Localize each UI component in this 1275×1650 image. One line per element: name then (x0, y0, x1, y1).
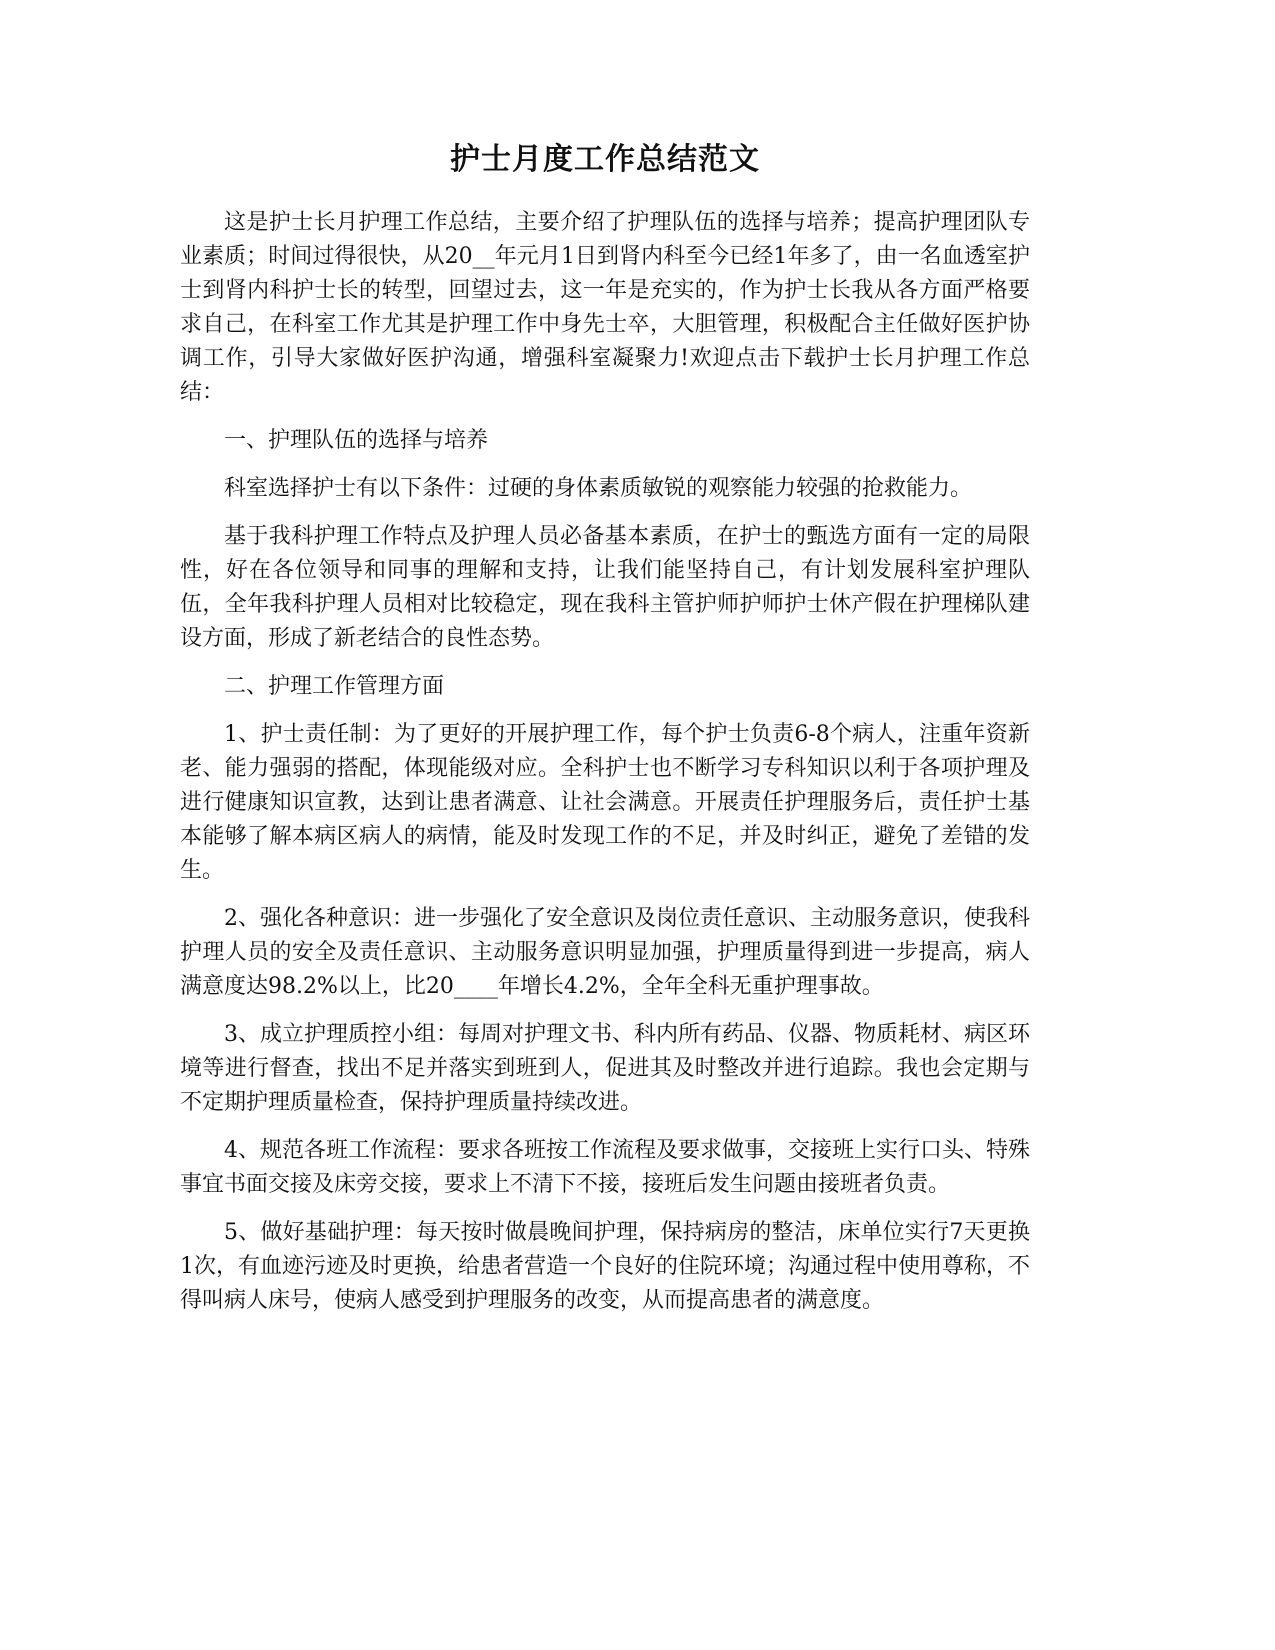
item-basic-care-paragraph: 5、做好基础护理：每天按时做晨晚间护理，保持病房的整洁，床单位实行7天更换1次，有血迹污迹及时更换，给患者营造一个良好的住院环境；沟通过程中使用尊称，不得叫病人床号，使病人感受到护理服务的改变，从而提高患者的满意度。 (180, 1220, 1030, 1313)
item-workflow-paragraph: 4、规范各班工作流程：要求各班按工作流程及要求做事，交接班上实行口头、特殊事宜书面交接及床旁交接，要求上不清下不接，接班后发生问题由接班者负责。 (180, 1138, 1030, 1197)
item-awareness-paragraph: 2、强化各种意识：进一步强化了安全意识及岗位责任意识、主动服务意识，使我科护理人员的安全及责任意识、主动服务意识明显加强，护理质量得到进一步提高，病人满意度达98.2%以上，比20____年增长4.2%，全年全科无重护理事故。 (180, 906, 1030, 999)
intro-paragraph: 这是护士长月护理工作总结，主要介绍了护理队伍的选择与培养；提高护理团队专业素质；时间过得很快，从20__年元月1日到肾内科至今已经1年多了，由一名血透室护士到肾内科护士长的转型，回望过去，这一年是充实的，作为护士长我从各方面严格要求自己，在科室工作尤其是护理工作中身先士卒，大胆管理，积极配合主任做好医护协调工作，引导大家做好医护沟通，增强科室凝聚力!欢迎点击下载护士长月护理工作总结： (180, 210, 1030, 405)
document-page (180, 140, 1030, 1332)
team-development-paragraph: 基于我科护理工作特点及护理人员必备基本素质，在护士的甄选方面有一定的局限性，好在各位领导和同事的理解和支持，让我们能坚持自己，有计划发展科室护理队伍，全年我科护理人员相对比较稳定，现在我科主管护师护师护士休产假在护理梯队建设方面，形成了新老结合的良性态势。 (180, 524, 1030, 651)
item-responsibility-paragraph: 1、护士责任制：为了更好的开展护理工作，每个护士负责6-8个病人，注重年资新老、能力强弱的搭配，体现能级对应。全科护士也不断学习专科知识以利于各项护理及进行健康知识宣教，达到让患者满意、让社会满意。开展责任护理服务后，责任护士基本能够了解本病区病人的病情，能及时发现工作的不足，并及时纠正，避免了差错的发生。 (180, 722, 1030, 883)
item-quality-control-paragraph: 3、成立护理质控小组：每周对护理文书、科内所有药品、仪器、物质耗材、病区环境等进行督查，找出不足并落实到班到人，促进其及时整改并进行追踪。我也会定期与不定期护理质量检查，保持护理质量持续改进。 (180, 1022, 1030, 1115)
section-heading-management: 二、护理工作管理方面 (224, 674, 445, 699)
document-title: 护士月度工作总结范文 (450, 142, 760, 177)
section-heading-team: 一、护理队伍的选择与培养 (224, 428, 489, 453)
selection-criteria-paragraph: 科室选择护士有以下条件：过硬的身体素质敏锐的观察能力较强的抢救能力。 (224, 476, 973, 501)
